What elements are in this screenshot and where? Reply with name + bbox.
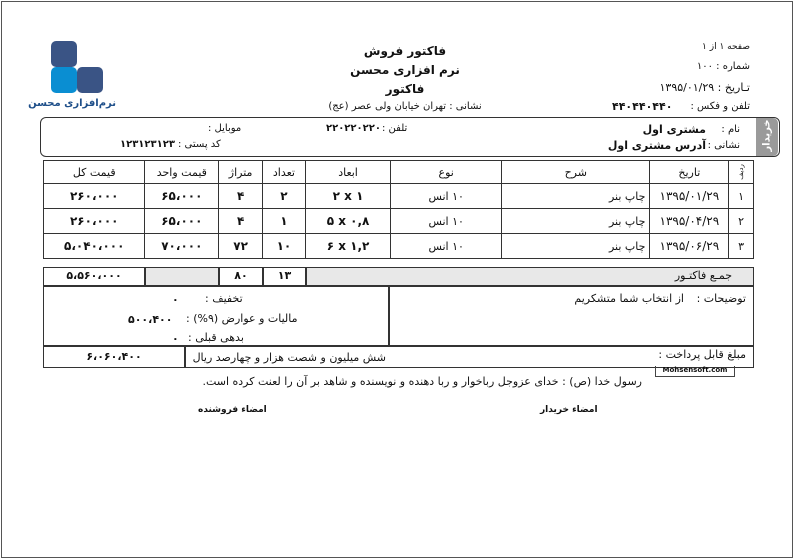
cell-total: ۲۶۰،۰۰۰: [44, 209, 145, 234]
company-address: نشانی : تهران خیابان ولی عصر (عج): [328, 101, 482, 112]
customer-mobile-label: موبایل :: [208, 123, 242, 134]
payable-value: ۶،۰۶۰،۴۰۰: [86, 350, 142, 363]
cell-row: ۱: [729, 184, 754, 209]
customer-name: مشتری اول: [642, 123, 706, 136]
customer-phone: ۲۲۰۲۲۰۲۲۰: [326, 123, 381, 134]
header-qty: تعداد: [263, 161, 306, 184]
customer-address-label: نشانی :: [707, 140, 740, 151]
company-name: نرم افزاری محسن: [350, 63, 460, 77]
cell-desc: چاپ بنر: [502, 184, 650, 209]
doc-subtitle: فاکتور: [385, 82, 425, 96]
phone-fax-label: تلفن و فکس :: [690, 101, 750, 112]
header-date: تاریخ: [650, 161, 729, 184]
total-sum: ۵،۵۶۰،۰۰۰: [66, 269, 122, 282]
total-qty: ۱۳: [277, 269, 292, 282]
customer-postal: ۱۲۳۱۲۳۱۲۳: [120, 139, 175, 150]
header-unit-price: قیمت واحد: [145, 161, 219, 184]
cell-date: ۱۳۹۵/۰۴/۲۹: [650, 209, 729, 234]
cell-total: ۵،۰۴۰،۰۰۰: [44, 234, 145, 259]
cell-dims: ۵ x ۰,۸: [305, 209, 390, 234]
cell-area: ۷۲: [219, 234, 263, 259]
prev-debt-label: بدهی قبلی :: [188, 331, 244, 344]
cell-dims: ۶ x ۱,۲: [305, 234, 390, 259]
cell-unit-price: ۶۵،۰۰۰: [145, 184, 219, 209]
cell-row: ۳: [729, 234, 754, 259]
table-row: [44, 209, 754, 234]
cell-type: ۱۰ انس: [391, 234, 502, 259]
payable-words: شش میلیون و شصت هزار و چهارصد ریال: [192, 351, 386, 364]
table-row: [44, 184, 754, 209]
customer-name-label: نام :: [721, 124, 740, 135]
cell-row: ۲: [729, 209, 754, 234]
company-logo: [46, 40, 108, 98]
logo-text: نرم‌افزاری محسن: [28, 98, 116, 109]
cell-type: ۱۰ انس: [391, 209, 502, 234]
notes-text: از انتخاب شما متشکریم: [574, 292, 684, 305]
page-number: صفحه ۱ از ۱: [702, 42, 750, 52]
payable-label: مبلغ قابل پرداخت :: [658, 348, 746, 361]
doc-title: فاکتور فروش: [363, 44, 447, 58]
cell-date: ۱۳۹۵/۰۱/۲۹: [650, 184, 729, 209]
total-label: جمـع فاکتـور: [674, 269, 732, 282]
cell-qty: ۲: [263, 184, 306, 209]
seller-signature: امضاء فروشنده: [198, 405, 267, 415]
cell-unit-price: ۷۰،۰۰۰: [145, 234, 219, 259]
discount-value: ۰: [172, 293, 179, 306]
cell-total: ۲۶۰،۰۰۰: [44, 184, 145, 209]
header-desc: شرح: [502, 161, 650, 184]
tax-value: ۵۰۰،۴۰۰: [128, 313, 173, 326]
customer-address: آدرس مشتری اول: [607, 139, 706, 152]
header-total: قیمت کل: [44, 161, 145, 184]
cell-unit-price: ۶۵،۰۰۰: [145, 209, 219, 234]
cell-desc: چاپ بنر: [502, 209, 650, 234]
table-header-row: [44, 161, 754, 184]
cell-desc: چاپ بنر: [502, 234, 650, 259]
header-area: متراژ: [219, 161, 263, 184]
notes-label: توضیحات :: [696, 292, 746, 305]
cell-qty: ۱۰: [263, 234, 306, 259]
cell-dims: ۲ x ۱: [305, 184, 390, 209]
table-row: [44, 234, 754, 259]
customer-postal-label: کد پستی :: [178, 139, 221, 150]
total-unit-price-cell: [145, 267, 219, 286]
buyer-tab: [756, 118, 778, 156]
buyer-signature: امضاء خریدار: [540, 405, 598, 415]
invoice-number: شماره : ۱۰۰: [696, 61, 750, 72]
discount-label: تخفیف :: [205, 292, 243, 305]
invoice-date: تـاریخ : ۱۳۹۵/۰۱/۲۹: [659, 81, 750, 94]
cell-date: ۱۳۹۵/۰۶/۲۹: [650, 234, 729, 259]
cell-area: ۴: [219, 209, 263, 234]
items-table: [43, 160, 754, 259]
tax-label: مالیات و عوارض (۹%) :: [186, 312, 298, 325]
prev-debt-value: ۰: [172, 332, 179, 345]
cell-type: ۱۰ انس: [391, 184, 502, 209]
buyer-tab-label: خریدار: [761, 119, 773, 152]
total-area: ۸۰: [234, 269, 248, 282]
footer-quote: رسول خدا (ص) : خدای عزوجل رباخوار و ربا دهنده و نویسنده و شاهد بر آن را لعنت کرده است.: [202, 375, 642, 388]
customer-phone-label: تلفن :: [382, 123, 408, 134]
phone-fax-value: ۴۴۰۴۴۰۴۴۰: [612, 100, 673, 113]
website-label: Mohsensoft.com: [662, 366, 728, 374]
cell-area: ۴: [219, 184, 263, 209]
header-dims: ابعاد: [305, 161, 390, 184]
header-type: نوع: [391, 161, 502, 184]
cell-qty: ۱: [263, 209, 306, 234]
header-row: ردیف: [729, 161, 754, 184]
